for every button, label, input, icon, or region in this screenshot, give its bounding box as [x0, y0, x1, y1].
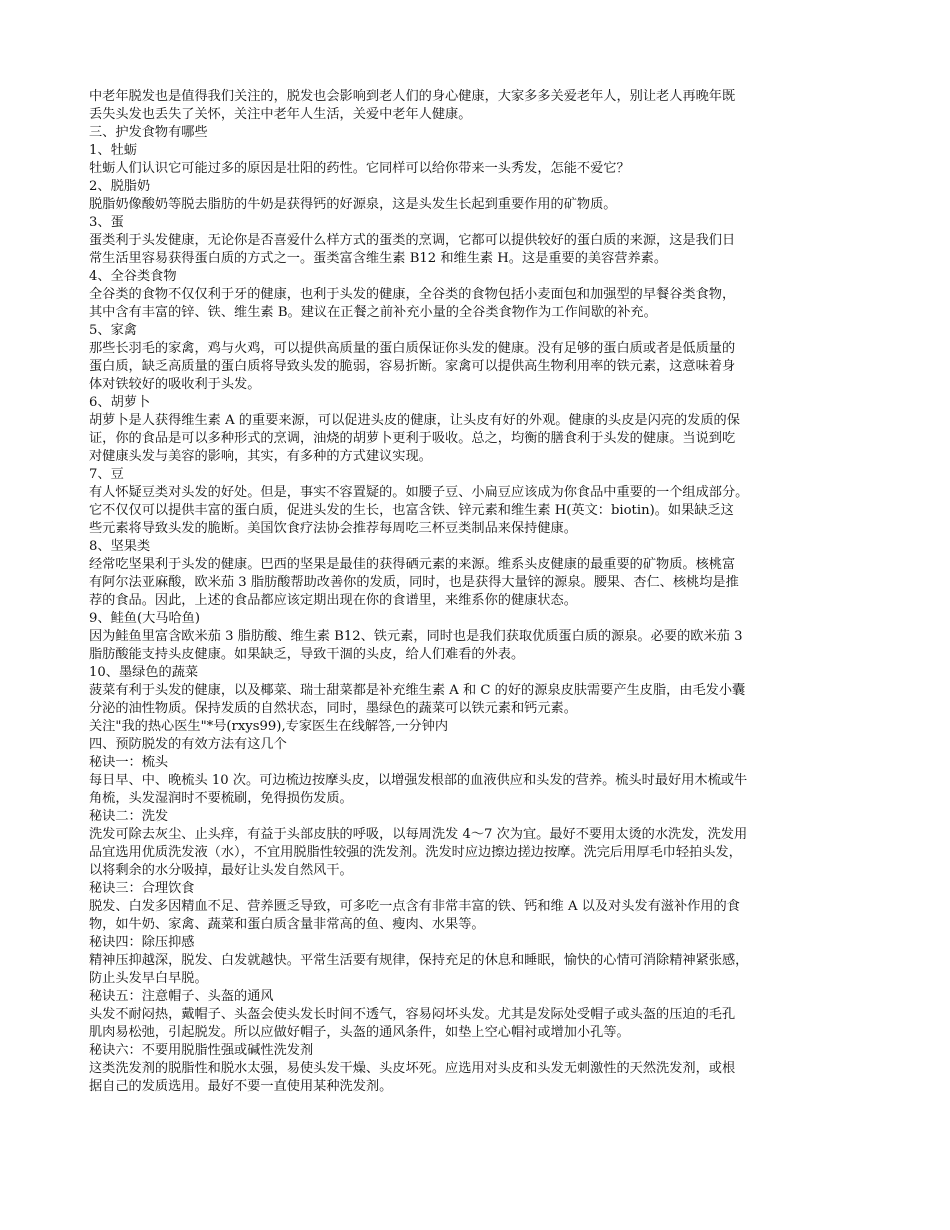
- tip-heading: 秘诀一：梳头: [89, 755, 169, 770]
- promo-line: 关注"我的热心医生"*号(rxys99),专家医生在线解答,一分钟内: [89, 719, 449, 734]
- text-line: 那些长羽毛的家禽，鸡与火鸡，可以提供高质量的蛋白质保证你头发的健康。没有足够的蛋白质或者是低质量的: [89, 341, 736, 356]
- text-line: 脱脂奶像酸奶等脱去脂肪的牛奶是获得钙的好源泉，这是头发生长起到重要作用的矿物质。: [89, 197, 617, 212]
- item-heading: 3、蛋: [89, 215, 124, 230]
- text-line: 防止头发早白早脱。: [89, 971, 208, 986]
- text-line: 荐的食品。因此，上述的食品都应该定期出现在你的食谱里，来维系你的健康状态。: [89, 593, 577, 608]
- text-line: 脱发、白发多因精血不足、营养匮乏导致，可多吃一点含有非常丰富的铁、钙和维 A 以及对头发有滋补作用的食: [89, 899, 740, 914]
- text-line: 胡萝卜是人获得维生素 A 的重要来源，可以促进头皮的健康，让头皮有好的外观。健康的头皮是闪亮的发质的保: [89, 413, 740, 428]
- text-line: 蛋白质，缺乏高质量的蛋白质将导致头发的脆弱，容易折断。家禽可以提供高生物利用率的铁元素，这意味着身: [89, 359, 736, 374]
- section-heading: 三、护发食物有哪些: [89, 125, 208, 140]
- tip-heading: 秘诀二：洗发: [89, 809, 169, 824]
- text-line: 菠菜有利于头发的健康，以及椰菜、瑞士甜菜都是补充维生素 A 和 C 的好的源泉皮肤需要产生皮脂，由毛发小囊: [89, 683, 746, 698]
- text-line: 牡蛎人们认识它可能过多的原因是壮阳的药性。它同样可以给你带来一头秀发，怎能不爱它？: [89, 161, 630, 176]
- item-heading: 5、家禽: [89, 323, 137, 338]
- text-line: 品宜选用优质洗发液（水），不宜用脱脂性较强的洗发剂。洗发时应边擦边搓边按摩。洗完后用厚毛巾轻拍头发，: [89, 845, 742, 860]
- text-line: 分泌的油性物质。保持发质的自然状态，同时，墨绿色的蔬菜可以铁元素和钙元素。: [89, 701, 577, 716]
- item-heading: 2、脱脂奶: [89, 179, 151, 194]
- item-heading: 8、坚果类: [89, 539, 151, 554]
- text-line: 蛋类利于头发健康，无论你是否喜爱什么样方式的蛋类的烹调，它都可以提供较好的蛋白质的来源，这是我们日: [89, 233, 736, 248]
- text-line: 脂肪酸能支持头皮健康。如果缺乏，导致干涸的头皮，给人们难看的外表。: [89, 647, 525, 662]
- tip-heading: 秘诀五：注意帽子、头盔的通风: [89, 989, 274, 1004]
- text-line: 中老年脱发也是值得我们关注的，脱发也会影响到老人们的身心健康，大家多多关爱老年人，别让老人再晚年既: [89, 89, 736, 104]
- text-line: 每日早、中、晚梳头 10 次。可边梳边按摩头皮，以增强发根部的血液供应和头发的营养。梳头时最好用木梳或牛: [89, 773, 748, 788]
- item-heading: 9、鲑鱼(大马哈鱼): [89, 611, 200, 626]
- text-line: 常生活里容易获得蛋白质的方式之一。蛋类富含维生素 B12 和维生素 H。这是重要的美容营养素。: [89, 251, 668, 266]
- item-heading: 6、胡萝卜: [89, 395, 151, 410]
- item-heading: 7、豆: [89, 467, 124, 482]
- text-line: 以将剩余的水分吸掉，最好让头发自然风干。: [89, 863, 353, 878]
- item-heading: 1、牡蛎: [89, 143, 137, 158]
- text-line: 它不仅仅可以提供丰富的蛋白质，促进头发的生长，也富含铁、锌元素和维生素 H(英文：biotin)。如果缺乏这: [89, 503, 734, 518]
- text-line: 体对铁较好的吸收利于头发。: [89, 377, 261, 392]
- text-line: 经常吃坚果利于头发的健康。巴西的坚果是最佳的获得硒元素的来源。维系头皮健康的最重要的矿物质。核桃富: [89, 557, 736, 572]
- text-line: 据自己的发质选用。最好不要一直使用某种洗发剂。: [89, 1079, 393, 1094]
- text-line: 其中含有丰富的锌、铁、维生素 B。建议在正餐之前补充小量的全谷类食物作为工作间歇的补充。: [89, 305, 657, 320]
- text-line: 肌肉易松弛，引起脱发。所以应做好帽子，头盔的通风条件，如垫上空心帽衬或增加小孔等。: [89, 1025, 630, 1040]
- text-line: 因为鲑鱼里富含欧米茄 3 脂肪酸、维生素 B12、铁元素，同时也是我们获取优质蛋白质的源泉。必要的欧米茄 3: [89, 629, 743, 644]
- tip-heading: 秘诀三：合理饮食: [89, 881, 195, 896]
- tip-heading: 秘诀四：除压抑感: [89, 935, 195, 950]
- text-line: 精神压抑越深，脱发、白发就越快。平常生活要有规律，保持充足的休息和睡眠，愉快的心情可消除精神紧张感，: [89, 953, 749, 968]
- text-line: 证，你的食品是可以多种形式的烹调，油烧的胡萝卜更利于吸收。总之，均衡的膳食利于头发的健康。当说到吃: [89, 431, 736, 446]
- section-heading: 四、预防脱发的有效方法有这几个: [89, 737, 287, 752]
- text-line: 洗发可除去灰尘、止头痒，有益于头部皮肤的呼吸，以每周洗发 4～7 次为宜。最好不要用太烫的水洗发，洗发用: [89, 827, 748, 842]
- document-body: [89, 88, 861, 1096]
- text-line: 角梳，头发湿润时不要梳刷，免得损伤发质。: [89, 791, 353, 806]
- text-line: 这类洗发剂的脱脂性和脱水太强，易使头发干燥、头皮坏死。应选用对头皮和头发无刺激性的天然洗发剂，或根: [89, 1061, 736, 1076]
- text-line: 些元素将导致头发的脆断。美国饮食疗法协会推荐每周吃三杯豆类制品来保持健康。: [89, 521, 577, 536]
- text-line: 有阿尔法亚麻酸，欧米茄 3 脂肪酸帮助改善你的发质，同时，也是获得大量锌的源泉。腰果、杏仁、核桃均是推: [89, 575, 739, 590]
- text-line: 丢失头发也丢失了关怀，关注中老年人生活，关爱中老年人健康。: [89, 107, 472, 122]
- text-line: 对健康头发与美容的影响，其实，有多种的方式建议实现。: [89, 449, 432, 464]
- text-line: 物，如牛奶、家禽、蔬菜和蛋白质含量非常高的鱼、瘦肉、水果等。: [89, 917, 485, 932]
- text-line: 头发不耐闷热，戴帽子、头盔会使头发长时间不透气，容易闷坏头发。尤其是发际处受帽子或头盔的压迫的毛孔: [89, 1007, 736, 1022]
- tip-heading: 秘诀六：不要用脱脂性强或碱性洗发剂: [89, 1043, 314, 1058]
- item-heading: 4、全谷类食物: [89, 269, 177, 284]
- text-line: 全谷类的食物不仅仅利于牙的健康，也利于头发的健康，全谷类的食物包括小麦面包和加强型的早餐谷类食物，: [89, 287, 736, 302]
- item-heading: 10、墨绿色的蔬菜: [89, 665, 199, 680]
- text-line: 有人怀疑豆类对头发的好处。但是，事实不容置疑的。如腰子豆、小扁豆应该成为你食品中重要的一个组成部分。: [89, 485, 749, 500]
